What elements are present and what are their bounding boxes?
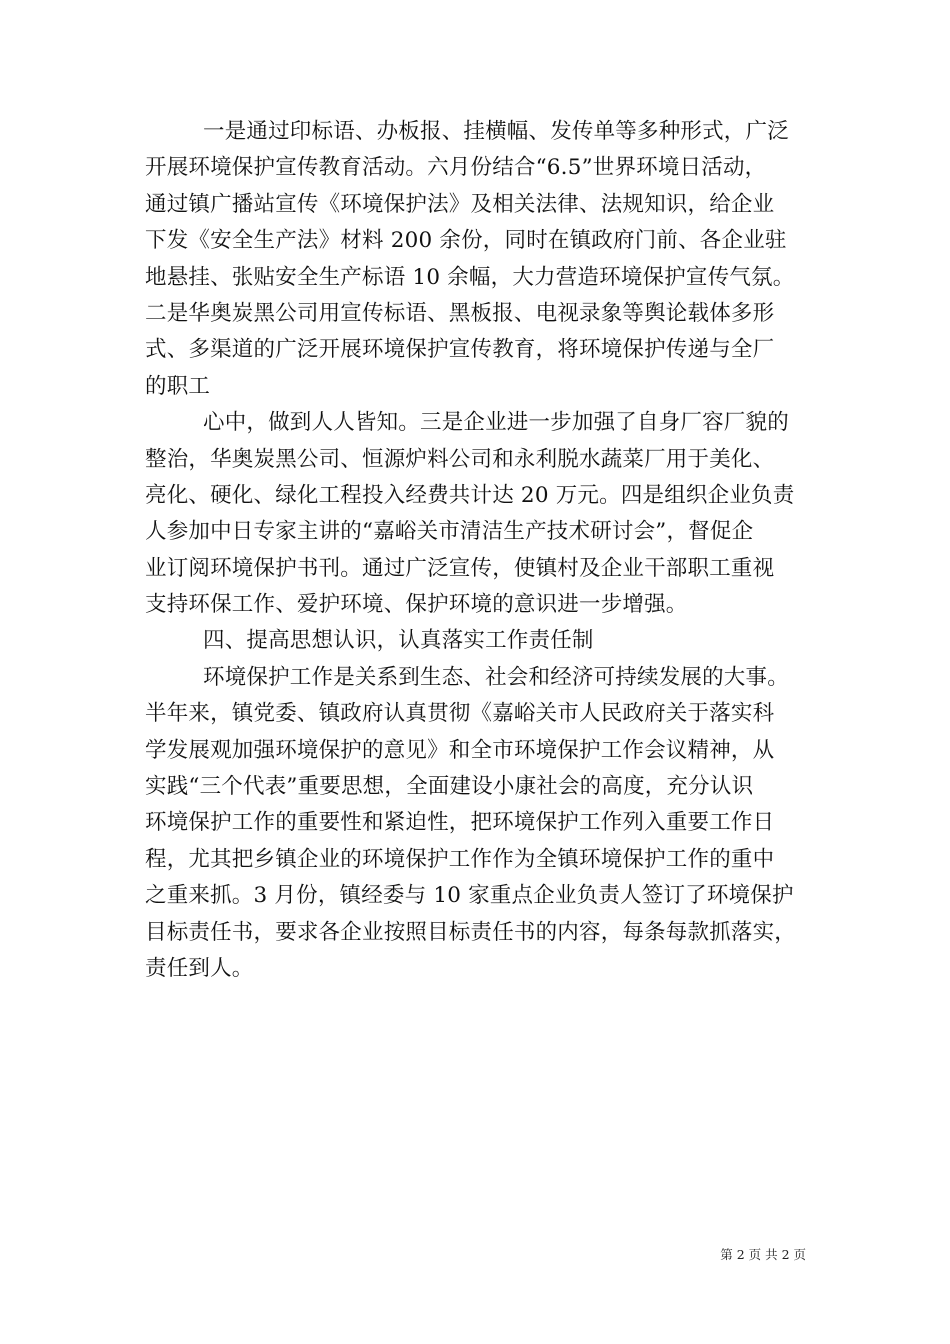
text-line: 学发展观加强环境保护的意见》和全市环境保护工作会议精神，从 [145, 737, 775, 763]
text-line: 之重来抓。3 月份，镇经委与 10 家重点企业负责人签订了环境保护 [145, 883, 794, 909]
text-line: 环境保护工作是关系到生态、社会和经济可持续发展的大事。 [203, 664, 789, 690]
text-line: 业订阅环境保护书刊。通过广泛宣传，使镇村及企业干部职工重视 [145, 555, 775, 581]
text-line: 亮化、硬化、绿化工程投入经费共计达 20 万元。四是组织企业负责 [145, 482, 795, 508]
paragraph [145, 623, 813, 659]
text-line: 整治，华奥炭黑公司、恒源炉料公司和永利脱水蔬菜厂用于美化、 [145, 446, 775, 472]
text-line: 实践“三个代表”重要思想，全面建设小康社会的高度，充分认识 [145, 774, 754, 800]
text-line: 二是华奥炭黑公司用宣传标语、黑板报、电视录象等舆论载体多形 [145, 300, 775, 326]
text-line: 心中，做到人人皆知。三是企业进一步加强了自身厂容厂貌的 [203, 410, 789, 436]
document-body [145, 114, 813, 987]
text-line: 式、多渠道的广泛开展环境保护宣传教育，将环境保护传递与全厂 [145, 337, 775, 363]
text-line: 半年来，镇党委、镇政府认真贯彻《嘉峪关市人民政府关于落实科 [145, 701, 775, 727]
page-footer: 第 2 页 共 2 页 [720, 1247, 806, 1262]
paragraph [145, 114, 813, 405]
text-line: 通过镇广播站宣传《环境保护法》及相关法律、法规知识，给企业 [145, 191, 775, 217]
text-line: 责任到人。 [145, 955, 254, 981]
text-line: 程，尤其把乡镇企业的环境保护工作作为全镇环境保护工作的重中 [145, 846, 775, 872]
text-line: 环境保护工作的重要性和紧迫性，把环境保护工作列入重要工作日 [145, 810, 775, 836]
text-line: 开展环境保护宣传教育活动。六月份结合“6.5”世界环境日活动， [145, 155, 767, 181]
text-line: 一是通过印标语、办板报、挂横幅、发传单等多种形式，广泛 [203, 119, 789, 144]
paragraph [145, 405, 813, 623]
text-line: 支持环保工作、爱护环境、保护环境的意识进一步增强。 [145, 592, 688, 618]
paragraph [145, 660, 813, 988]
text-line: 的职工 [145, 373, 211, 399]
text-line: 四、提高思想认识，认真落实工作责任制 [203, 628, 594, 654]
text-line: 目标责任书，要求各企业按照目标责任书的内容，每条每款抓落实， [145, 919, 797, 945]
text-line: 下发《安全生产法》材料 200 余份，同时在镇政府门前、各企业驻 [145, 228, 787, 254]
text-line: 人参加中日专家主讲的“嘉峪关市清洁生产技术研讨会”，督促企 [145, 519, 754, 545]
text-line: 地悬挂、张贴安全生产标语 10 余幅，大力营造环境保护宣传气氛。 [145, 264, 795, 290]
